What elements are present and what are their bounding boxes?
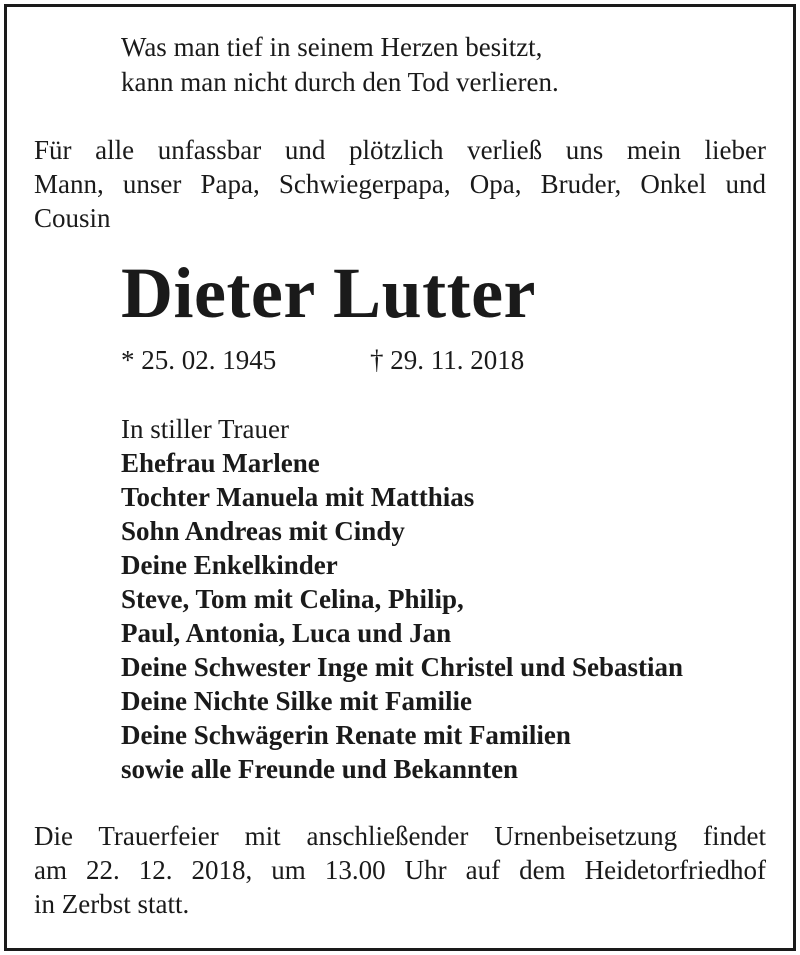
mourner-entry: Sohn Andreas mit Cindy [121,516,405,546]
mourner-entry: Ehefrau Marlene [121,448,320,478]
mourner-entry: Deine Schwester Inge mit Christel und Sebastian [121,652,684,682]
mourner-entry: Tochter Manuela mit Matthias [121,482,475,512]
motto-line-1: Was man tief in seinem Herzen besitzt, [121,32,543,62]
mourner-entry: Deine Enkelkinder [121,550,338,580]
mourner-entry: Deine Nichte Silke mit Familie [121,686,472,716]
mourner-entry: Steve, Tom mit Celina, Philip, [121,584,464,614]
funeral-line-3: in Zerbst statt. [34,889,190,919]
funeral-line-2: am 22. 12. 2018, um 13.00 Uhr auf dem Heidetorfriedhof [34,855,766,885]
death-date: † 29. 11. 2018 [370,345,525,375]
funeral-line-1: Die Trauerfeier mit anschließender Urnenbeisetzung findet [34,821,766,851]
motto-line-2: kann man nicht durch den Tod verlieren. [121,67,559,97]
intro-text [34,133,766,235]
intro-line-1: Für alle unfassbar und plötzlich verließ uns mein lieber [34,135,766,165]
deceased-name: Dieter Lutter [121,253,536,333]
intro-line-2: Mann, unser Papa, Schwiegerpapa, Opa, Bruder, Onkel und [34,169,766,199]
birth-date: * 25. 02. 1945 [121,345,277,375]
intro-line-3: Cousin [34,203,111,233]
mourner-entry: Paul, Antonia, Luca und Jan [121,618,452,648]
motto [121,30,559,100]
mourner-entry: Deine Schwägerin Renate mit Familien [121,720,571,750]
mourner-entry: sowie alle Freunde und Bekannten [121,754,519,784]
mourners-list [121,412,683,786]
mourners-heading: In stiller Trauer [121,414,289,444]
funeral-info [34,819,766,921]
